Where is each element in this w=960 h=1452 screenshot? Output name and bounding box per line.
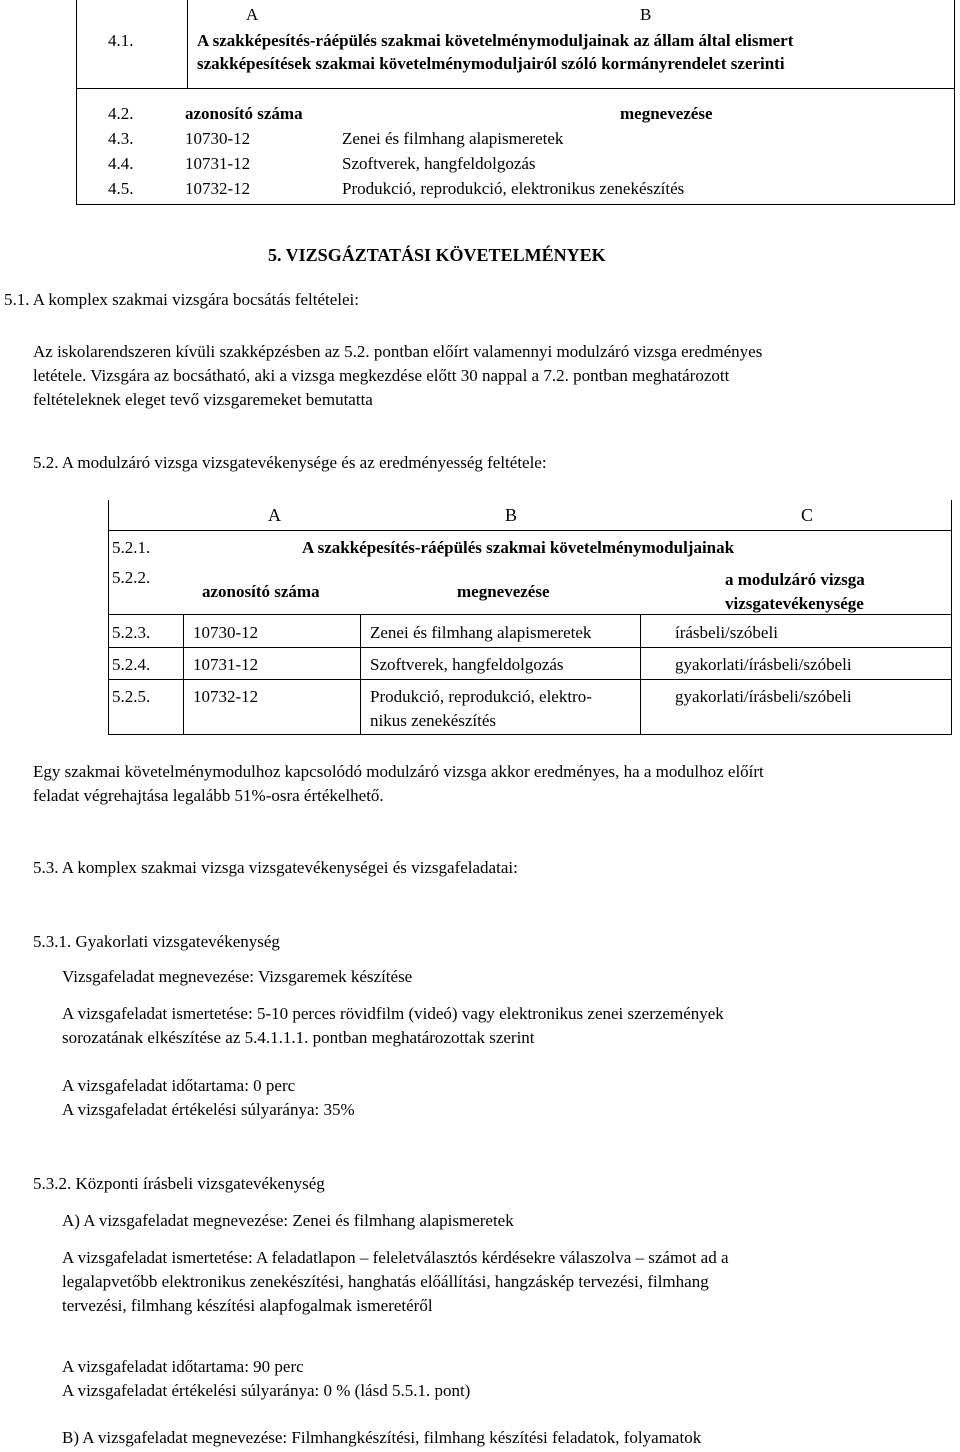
table1-header-text: szakképesítések szakmai követelménymoduljairól szóló kormányrendelet szerinti (197, 54, 785, 73)
table2-header-text: A szakképesítés-ráépülés szakmai követelménymoduljainak (302, 538, 735, 557)
table2-col-a: A (268, 505, 281, 525)
table2-row-num: 5.2.3. (112, 623, 151, 642)
paragraph-line: A) A vizsgafeladat megnevezése: Zenei és filmhang alapismeretek (62, 1211, 514, 1230)
section-heading-5-1: 5.1. A komplex szakmai vizsgára bocsátás feltételei: (4, 290, 359, 309)
table1-row-num: 4.4. (108, 154, 134, 173)
table2-row-id: 10730-12 (193, 623, 259, 642)
table2-row-name: Zenei és filmhang alapismeretek (370, 623, 592, 642)
table2-col-c: C (801, 505, 814, 525)
table2-col-b: B (505, 505, 518, 525)
table2-row-activity: gyakorlati/írásbeli/szóbeli (675, 655, 852, 674)
paragraph-line: sorozatának elkészítése az 5.4.1.1.1. pontban meghatározottak szerint (62, 1028, 535, 1047)
table1-row-name: Zenei és filmhang alapismeretek (342, 129, 564, 148)
table1-divider (77, 88, 954, 89)
paragraph-line: feladat végrehajtása legalább 51%-osra értékelhető. (33, 786, 384, 805)
table1-col-a: A (246, 5, 259, 24)
table2-row-name: nikus zenekészítés (370, 711, 497, 730)
table2-divider (109, 679, 951, 680)
table2-divider (183, 614, 184, 734)
paragraph-line: A vizsgafeladat ismertetése: A feladatlapon – feleletválasztós kérdésekre válaszolva – számot ad a (62, 1248, 729, 1267)
table2-row-num: 5.2.2. (112, 568, 151, 587)
table1-row-num: 4.2. (108, 104, 134, 123)
section-title: 5. VIZSGÁZTATÁSI KÖVETELMÉNYEK (268, 245, 606, 265)
paragraph-line: B) A vizsgafeladat megnevezése: Filmhangkészítési, filmhang készítési feladatok, folyamatok (62, 1428, 702, 1447)
table2-col-activity-header: vizsgatevékenysége (725, 594, 864, 613)
table2-col-name-header: megnevezése (457, 582, 550, 601)
table2-divider (109, 530, 951, 531)
section-heading-5-3-1: 5.3.1. Gyakorlati vizsgatevékenység (33, 932, 280, 951)
table1-row-name: Produkció, reprodukció, elektronikus zenekészítés (342, 179, 685, 198)
table1-col-id-header: azonosító száma (185, 104, 303, 123)
paragraph-line: Vizsgafeladat megnevezése: Vizsgaremek készítése (62, 967, 413, 986)
table2-divider (360, 614, 361, 734)
paragraph-line: feltételeknek eleget tevő vizsgaremeket bemutatta (33, 390, 373, 409)
table1-col-name-header: megnevezése (620, 104, 713, 123)
paragraph-line: A vizsgafeladat időtartama: 0 perc (62, 1076, 296, 1095)
table2-row-name: Szoftverek, hangfeldolgozás (370, 655, 564, 674)
table2-row-activity: gyakorlati/írásbeli/szóbeli (675, 687, 852, 706)
paragraph-line: A vizsgafeladat időtartama: 90 perc (62, 1357, 304, 1376)
paragraph-line: tervezési, filmhang készítési alapfogalmak ismeretéről (62, 1296, 433, 1315)
table2-divider (109, 614, 951, 615)
table2-col-activity-header: a modulzáró vizsga (725, 570, 865, 589)
paragraph-line: Az iskolarendszeren kívüli szakképzésben az 5.2. pontban előírt valamennyi modulzáró vizsga eredményes (33, 342, 763, 361)
table2-row-num: 5.2.4. (112, 655, 151, 674)
section-heading-5-3: 5.3. A komplex szakmai vizsga vizsgatevékenységei és vizsgafeladatai: (33, 858, 518, 877)
table1-header-text: A szakképesítés-ráépülés szakmai követelménymoduljainak az állam által elismert (197, 31, 794, 50)
table1-row-id: 10732-12 (185, 179, 251, 198)
table2-row-num: 5.2.1. (112, 538, 151, 557)
paragraph-line: A vizsgafeladat értékelési súlyaránya: 0 % (lásd 5.5.1. pont) (62, 1381, 471, 1400)
section-heading-5-3-2: 5.3.2. Központi írásbeli vizsgatevékenység (33, 1174, 325, 1193)
table1-divider (187, 0, 188, 88)
table2-row-activity: írásbeli/szóbeli (675, 623, 778, 642)
table1-row-num: 4.5. (108, 179, 134, 198)
table1-col-b: B (640, 5, 652, 24)
table2-row-name: Produkció, reprodukció, elektro- (370, 687, 592, 706)
section-heading-5-2: 5.2. A modulzáró vizsga vizsgatevékenysége és az eredményesség feltétele: (33, 453, 547, 472)
table1-row-id: 10730-12 (185, 129, 251, 148)
paragraph-line: A vizsgafeladat ismertetése: 5-10 perces rövidfilm (videó) vagy elektronikus zenei szerzemények (62, 1004, 724, 1023)
paragraph-line: Egy szakmai követelménymodulhoz kapcsolódó modulzáró vizsga akkor eredményes, ha a modulhoz előírt (33, 762, 764, 781)
paragraph-line: legalapvetőbb elektronikus zenekészítési, hanghatás előállítási, hangzáskép tervezési, filmhang (62, 1272, 709, 1291)
table2-row-num: 5.2.5. (112, 687, 151, 706)
table1-row-num: 4.3. (108, 129, 134, 148)
paragraph-line: A vizsgafeladat értékelési súlyaránya: 35% (62, 1100, 355, 1119)
table2-row-id: 10731-12 (193, 655, 259, 674)
table1-row-num: 4.1. (108, 31, 134, 50)
table2-col-id-header: azonosító száma (202, 582, 320, 601)
paragraph-line: letétele. Vizsgára az bocsátható, aki a vizsga megkezdése előtt 30 nappal a 7.2. pontban meghatározott (33, 366, 730, 385)
table2-divider (109, 647, 951, 648)
table2-row-id: 10732-12 (193, 687, 259, 706)
table1-row-id: 10731-12 (185, 154, 251, 173)
table2-divider (640, 614, 641, 734)
table1-row-name: Szoftverek, hangfeldolgozás (342, 154, 536, 173)
